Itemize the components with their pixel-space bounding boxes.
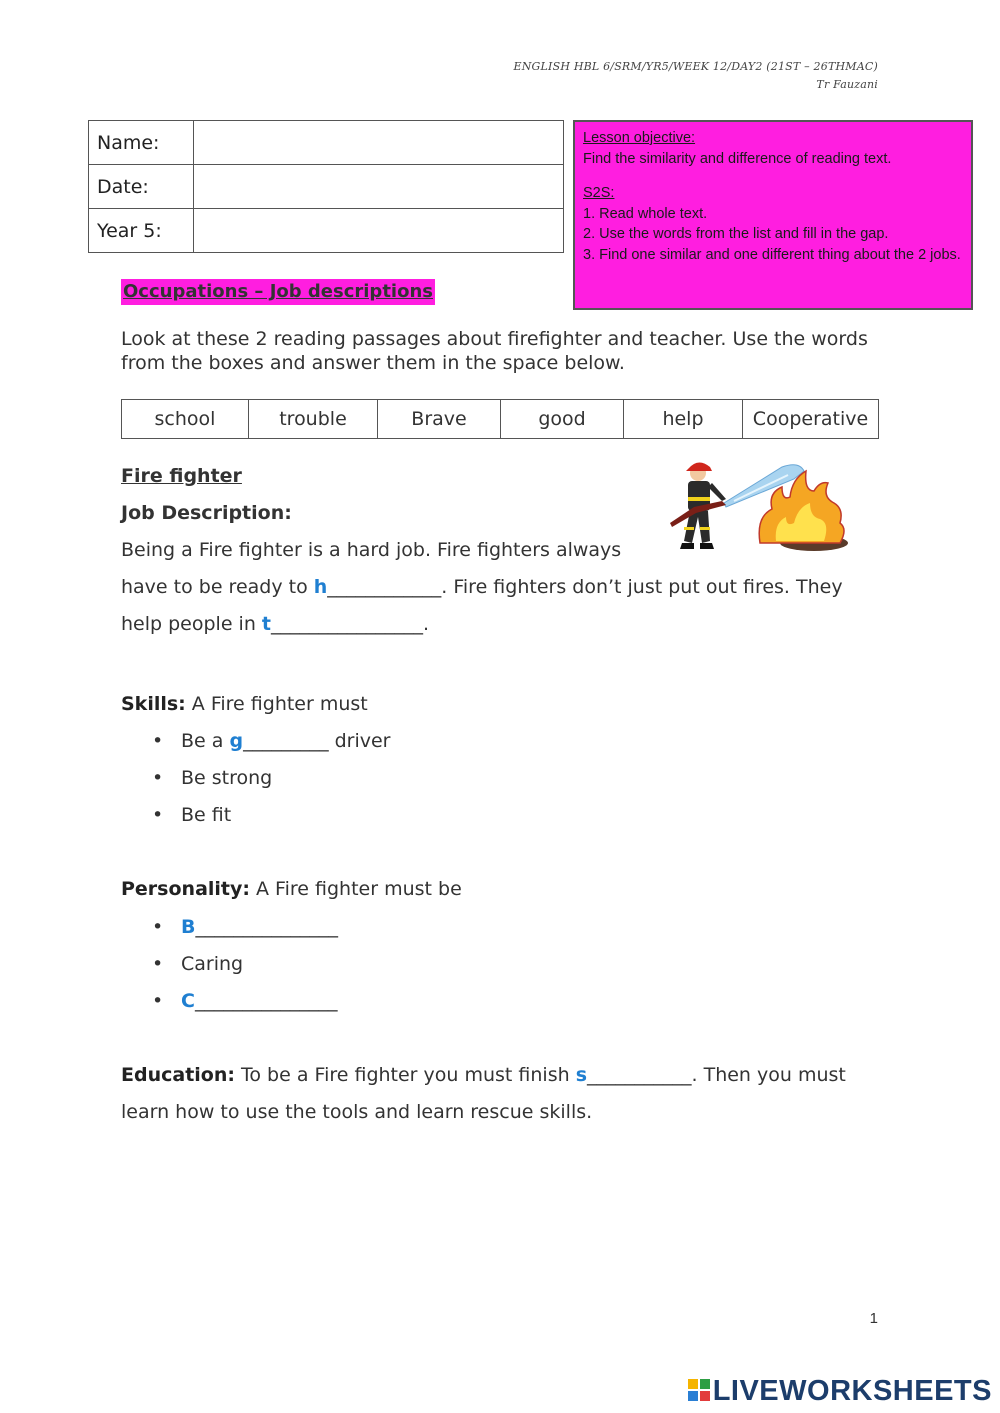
blank-hint-letter: B	[181, 916, 196, 938]
word-bank-item: trouble	[249, 400, 378, 439]
s2s-step: 2. Use the words from the list and fill in the gap.	[583, 226, 889, 242]
date-field[interactable]	[194, 165, 564, 209]
skills-line	[121, 693, 368, 715]
blank-school[interactable]: ___________	[587, 1064, 692, 1086]
lesson-objective-box	[573, 120, 973, 310]
page-number: 1	[869, 1310, 878, 1327]
word-bank-item: school	[122, 400, 249, 439]
job-line-2	[121, 576, 843, 598]
liveworksheets-icon	[687, 1378, 711, 1402]
table-row	[89, 165, 564, 209]
blank-hint-letter: h	[313, 576, 328, 598]
word-bank-item: Brave	[378, 400, 501, 439]
bullet-icon: •	[152, 990, 164, 1012]
text: . Then you must	[691, 1064, 846, 1086]
blank-hint-letter: t	[261, 613, 272, 635]
blank-brave[interactable]: _______________	[195, 916, 338, 938]
text: To be a Fire fighter you must finish	[234, 1064, 576, 1086]
blank-hint-letter: C	[181, 990, 195, 1012]
table-row	[89, 121, 564, 165]
date-label: Date:	[89, 165, 194, 209]
word-bank-item: good	[501, 400, 624, 439]
text: Be fit	[181, 804, 232, 826]
word-bank-item: help	[624, 400, 743, 439]
page-title: Occupations – Job descriptions	[121, 279, 435, 305]
firefighter-illustration	[664, 457, 856, 561]
section-heading: Fire fighter	[121, 465, 242, 487]
list-item	[152, 804, 232, 826]
bullet-icon: •	[152, 916, 164, 938]
bullet-icon: •	[152, 730, 164, 752]
s2s-step: 1. Read whole text.	[583, 205, 708, 222]
list-item	[152, 730, 391, 752]
brand-text: LIVEWORKSHEETS	[712, 1375, 992, 1407]
text: have to be ready to	[121, 576, 314, 598]
student-info-table	[88, 120, 564, 253]
education-label: Education:	[121, 1064, 235, 1086]
text: driver	[328, 730, 391, 752]
blank-help[interactable]: ____________	[327, 576, 442, 598]
blank-trouble[interactable]: ________________	[271, 613, 424, 635]
personality-label: Personality:	[121, 878, 250, 900]
list-item	[152, 953, 244, 975]
list-item	[152, 916, 338, 938]
word-bank	[121, 399, 879, 439]
job-description-label: Job Description:	[121, 502, 292, 524]
bullet-icon: •	[152, 804, 164, 826]
bullet-icon: •	[152, 767, 164, 789]
job-line-3	[121, 613, 429, 635]
list-item	[152, 990, 338, 1012]
objective-text: Find the similarity and difference of reading text.	[583, 150, 892, 167]
header-teacher: Tr Fauzani	[816, 78, 878, 91]
text: Caring	[181, 953, 244, 975]
text: Be strong	[181, 767, 273, 789]
year-field[interactable]	[194, 209, 564, 253]
skills-label: Skills:	[121, 693, 186, 715]
text: Be a	[181, 730, 230, 752]
blank-good[interactable]: _________	[243, 730, 329, 752]
text: A Fire fighter must be	[249, 878, 462, 900]
table-row	[122, 400, 879, 439]
text: help people in	[121, 613, 262, 635]
blank-hint-letter: s	[575, 1064, 588, 1086]
table-row	[89, 209, 564, 253]
name-label: Name:	[89, 121, 194, 165]
liveworksheets-logo[interactable]	[687, 1374, 992, 1408]
education-line	[121, 1064, 846, 1086]
s2s-step: 3. Find one similar and one different thing about the 2 jobs.	[583, 246, 961, 263]
text: .	[423, 613, 430, 635]
blank-hint-letter: g	[229, 730, 244, 752]
name-field[interactable]	[194, 121, 564, 165]
text: A Fire fighter must	[185, 693, 368, 715]
header-code: ENGLISH HBL 6/SRM/YR5/WEEK 12/DAY2 (21ST – 26THMAC)	[513, 60, 878, 73]
list-item	[152, 767, 273, 789]
s2s-heading: S2S:	[583, 185, 615, 201]
education-line-2: learn how to use the tools and learn rescue skills.	[121, 1101, 593, 1123]
blank-cooperative[interactable]: _______________	[194, 990, 338, 1012]
job-line-1: Being a Fire fighter is a hard job. Fire fighters always	[121, 539, 622, 561]
year-label: Year 5:	[89, 209, 194, 253]
bullet-icon: •	[152, 953, 164, 975]
word-bank-item: Cooperative	[743, 400, 879, 439]
instructions: Look at these 2 reading passages about firefighter and teacher. Use the words from the boxes and answer them in the space below.	[121, 328, 868, 374]
text: . Fire fighters don’t just put out fires. They	[441, 576, 843, 598]
objective-heading: Lesson objective:	[583, 130, 696, 146]
personality-line	[121, 878, 462, 900]
